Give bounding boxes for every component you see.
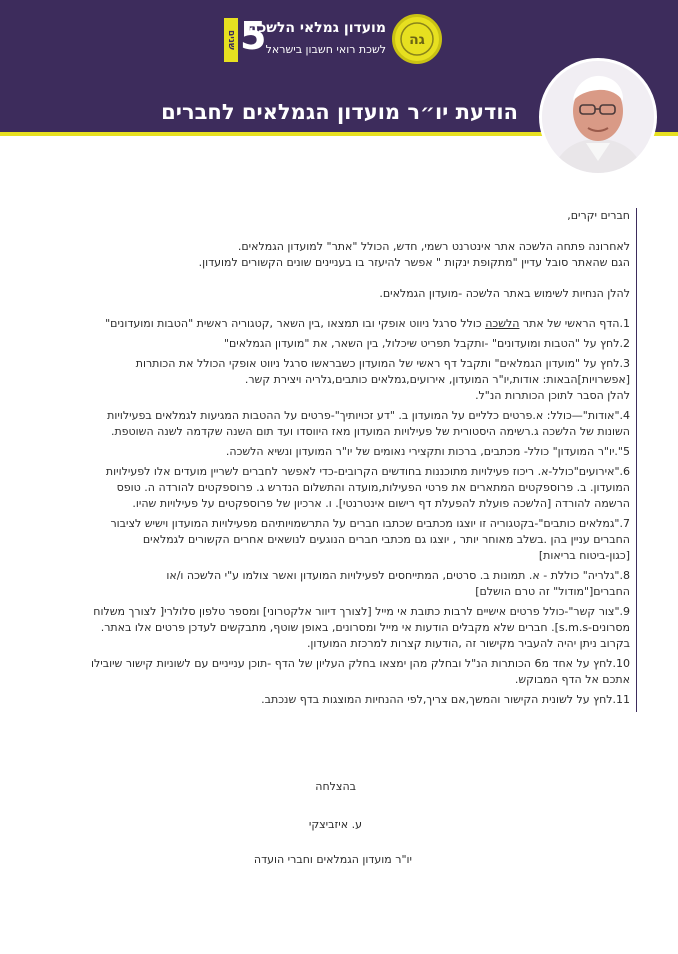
page-title: הודעת יו״ר מועדון הגמלאים לחברים [161, 100, 518, 124]
guide-item-text: להלן הסבר לתוכן הכותרות הנ"ל. [475, 389, 630, 402]
guide-item-text: 10.לחץ על אחד מ6 הכותרות הנ"ל ובחלק מהן ימצאו בחלק העליון של הדף -תוכן ענייניים עם לשוניות קישור שיובילו [91, 657, 630, 670]
guide-item-text: 5".יו"ר המועדון" כולל- מכתבים, ברכות ותקצירי נאומים של יו"ר המועדון ונשיא הלשכה. [225, 445, 630, 458]
signature-name: ע. איזביצקי [308, 818, 362, 831]
intro-line: הגם שהאתר סובל עדיין "מתקופת ינקות " אפשר להיעזר בו בעניינים שונים הקשורים למועדון. [198, 256, 630, 269]
guide-item [40, 356, 630, 404]
chamber-link[interactable]: הלשכה [485, 317, 520, 330]
guide-item [40, 604, 630, 652]
guide-item-text: 3.לחץ על "מועדון הגמלאים" ותקבל דף ראשי של המועדון כשבראשו סרגל ניווט אופקי הכולל את הכותרות [135, 357, 630, 370]
guide-item [40, 692, 630, 708]
logo-subtitle: לשכת רואי חשבון בישראל [265, 43, 386, 56]
guide-item-text: 11.לחץ על לשונית הקישור והמשך,אם צריך,לפי ההנחיות המוצגות בדף שנכתב. [261, 693, 630, 706]
guide-item [40, 336, 630, 352]
club-logo [222, 10, 452, 70]
chairman-portrait [539, 58, 657, 176]
letter-greeting: חברים יקרים, [567, 209, 630, 222]
logo-years-label: שנים [224, 18, 238, 62]
guide-item-text: [אפשרויות]הבאות: אודות,יו"ר המועדון, אירועים,גמלאים כותבים,גלריה ויצירת קשר. [244, 373, 630, 386]
closing-line: בהצלחה [315, 780, 356, 793]
letter-body [40, 208, 637, 712]
guide-item-text: המועדון. ב. פרוספקטים המתארים את פרטי הפעילות,מועדה והתשלום הנדרש ג. פרוספקטים להורדה ה. טופס [116, 481, 630, 494]
guide-item [40, 316, 630, 332]
club-emblem-text: גה [409, 32, 425, 48]
guide-item-text: 1.הדף הראשי של אתר [519, 317, 630, 330]
guide-item-text: הרשמה להורדה [הלשכה פועלת להפעלת דף רישום אינטרנטי]. ו. ארכיון של פרוספקטים על פעילויות שהיו. [132, 497, 630, 510]
guide-item-text: כולל סרגל ניווט אופקי ובו תמצאו ,בין השאר ,קטגוריה ראשית "הטבות ומועדונים" [105, 317, 486, 330]
logo-anniversary-number: 5 [240, 14, 267, 58]
guide-item [40, 464, 630, 512]
guide-item-text: 7."גמלאים כותבים"-בקטגוריה זו יוצגו מכתבים שכתבו חברים על התרשמויותיהם מפעילויות המועדון וישיש לציבור [110, 517, 630, 530]
guide-item-text: [כגון-ביטוח בריאות] [538, 549, 630, 562]
club-emblem-icon [392, 14, 442, 64]
intro-line: לאחרונה פתחה הלשכה אתר אינטרנט רשמי, חדש, הכולל "אתר" למועדון הגמלאים. [237, 240, 630, 253]
guide-item-text: 8."גלריה" כוללת - א. תמונות ב. סרטים, המתייחסים לפעילויות המועדון ואשר צולמו ע"י הלשכה ו/או [166, 569, 630, 582]
guide-item-text: אתכם אל הדף המבוקש. [514, 673, 630, 686]
guide-item-text: מסרונים-s.m.s]. חברים שלא מקבלים הודעות אי מייל ומסרונים, באופן שוטף, מתבקשים לעדכן פרטים אלו באתר. [100, 621, 630, 634]
guide-item-text: החברים["מודול" זה טרם הושלם] [475, 585, 630, 598]
logo-title: מועדון גמלאי הלשכה [248, 20, 386, 36]
guide-item-text: 6."אירועים"כולל-א. ריכוז פעילויות מתוכננות בחודשים הקרובים-כדי לאפשר לחברים לשריין מועדים אלו לפעילויות [105, 465, 630, 478]
guide-item-text: 9."צור קשר"-כולל פרטים אישיים לרבות כתובת אי מייל [לצורך דיוור אלקטרוני] ומספר טלפון סלולרי[ לצורך משלוח [93, 605, 630, 618]
portrait-illustration-icon [542, 61, 654, 173]
guide-heading: להלן הנחיות לשימוש באתר הלשכה -מועדון הגמלאים. [379, 287, 630, 300]
guide-item [40, 516, 630, 564]
guide-item [40, 656, 630, 688]
guide-item-text: השונות של הלשכה ג.רשימה היסטורית של פעילויות המועדון מאז היווסדו ועד תום השנה שקדמה לשנה השוטפת. [110, 425, 630, 438]
guide-item-text: 2.לחץ על "הטבות ומועדונים" -ותקבל תפריט שיכלול, בין השאר, את "מועדון הגמלאים" [223, 337, 630, 350]
guide-item [40, 444, 630, 460]
guide-item-text: בקרוב ניתן יהיה להעביר מקישור זה ,הודעות קצרות למרכזת המועדון. [306, 637, 630, 650]
guide-item [40, 408, 630, 440]
guide-item [40, 568, 630, 600]
signature-title: יו"ר מועדון הגמלאים וחברי הועדה [253, 853, 412, 866]
guide-item-text: 4."אודות"—כולל: א.פרטים כלליים על המועדון ב. "דע זכויותיך"-פרטים על ההטבות המגיעות לגמלאים בפעילויות [107, 409, 630, 422]
guide-item-text: החברים עניין בהן .בשלב מאוחר יותר , יוצגו גם מכתבי חברים הנוגעים לנושאים אחרים הקשורים לגמלאים [142, 533, 630, 546]
